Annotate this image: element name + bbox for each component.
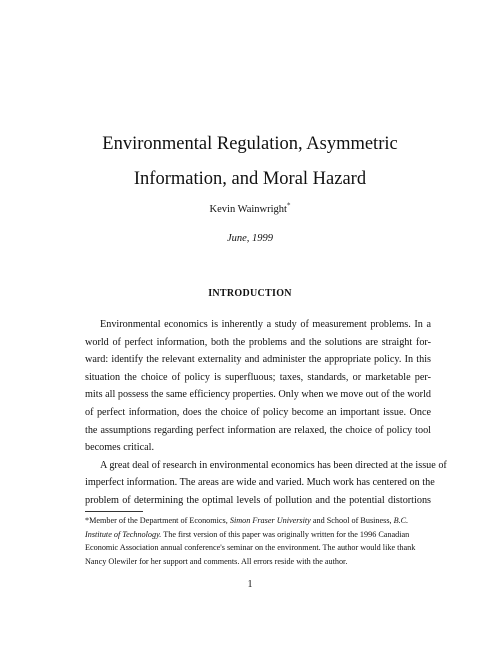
footnote-text: *Member of the Department of Economics, [85,516,230,525]
footnote-text: Institute of Technology. [85,529,162,539]
section-heading: INTRODUCTION [208,288,292,299]
footnote-text: and School of Business, [310,516,394,525]
page-number: 1 [247,579,253,590]
footnote-rule [85,511,143,512]
body-line: Environmental economics is inherently a study of measurement problems. In a [100,319,431,330]
footnote-line-3: Economic Association annual conference's seminar on the environment. The author would like thank [85,543,416,552]
footnote-text: Simon Fraser University [229,516,311,525]
body-line: mits all possess the same efficiency properties. Only when we move out of the world [85,389,431,401]
paper-title [40,127,460,197]
footnote-line-1 [85,514,431,527]
body-line: ward: identify the relevant externality and administer the appropriate policy. In this [85,354,431,366]
body-line: of perfect information, does the choice of policy become an important issue. Once [85,407,431,418]
title-line-2: Information, and Moral Hazard [133,169,367,189]
body-line: A great deal of research in environmental economics has been directed at the issue of [100,459,447,471]
footnote-line-4: Nancy Olewiler for her support and comments. All errors reside with the author. [85,556,348,566]
footnote-line-2 [85,528,431,541]
body-line: the assumptions regarding perfect information are relaxed, the choice of policy tool [85,424,431,436]
author-footnote-mark: * [286,201,291,210]
author-name [0,201,500,215]
body-line: world of perfect information, both the problems and the solutions are straight for- [85,336,431,348]
body-line: situation the choice of policy is superfluous; taxes, standards, or marketable per- [85,371,431,383]
body-line: becomes critical. [85,442,155,454]
footnote-text: B.C. [393,516,409,525]
body-line: imperfect information. The areas are wide and varied. Much work has centered on the [85,477,435,489]
body-line: problem of determining the optimal levels of pollution and the potential distortions [85,495,431,506]
paper-date: June, 1999 [226,233,274,244]
title-line-1: Environmental Regulation, Asymmetric [102,134,398,154]
author-text: Kevin Wainwright [209,204,287,215]
footnote-text: The first version of this paper was originally written for the 1996 Canadian [161,529,410,539]
